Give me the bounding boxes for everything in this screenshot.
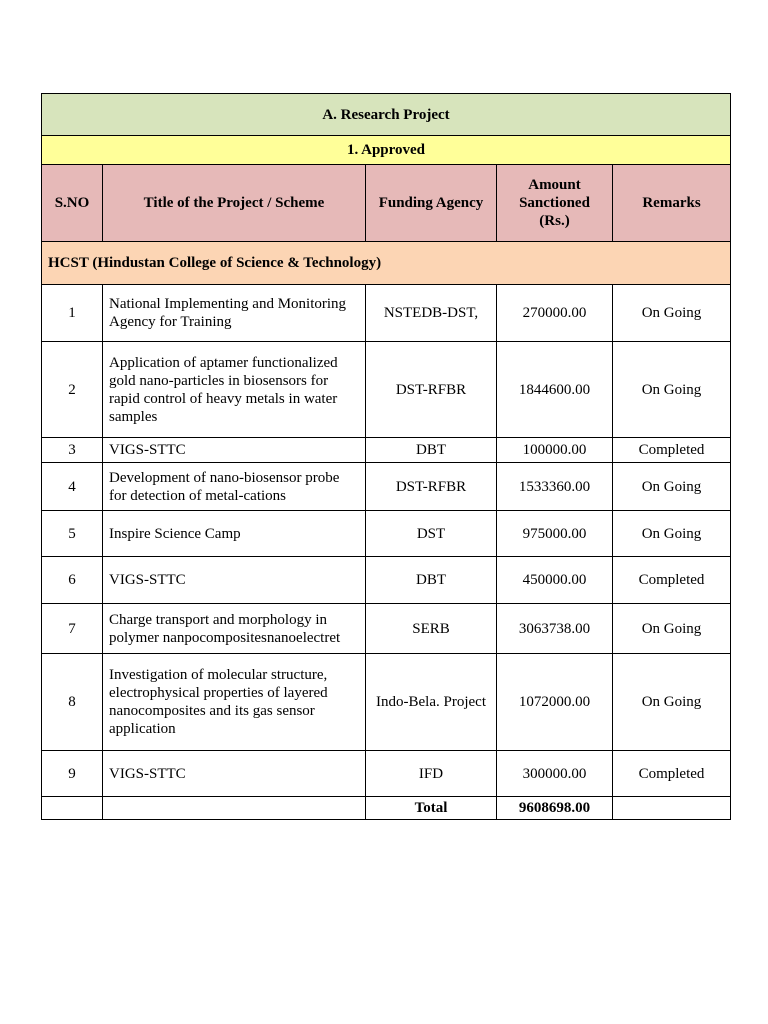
row-remarks: On Going bbox=[613, 511, 731, 557]
row-title: Inspire Science Camp bbox=[103, 511, 366, 557]
table-row bbox=[42, 342, 731, 438]
row-title: Charge transport and morphology in polymer nanpocompositesnanoelectret bbox=[103, 604, 366, 654]
table-subtitle: 1. Approved bbox=[42, 136, 731, 165]
title-row bbox=[42, 94, 731, 136]
table-row bbox=[42, 751, 731, 797]
header-row bbox=[42, 165, 731, 242]
row-sno: 2 bbox=[42, 342, 103, 438]
row-title: National Implementing and Monitoring Agency for Training bbox=[103, 285, 366, 342]
row-remarks: Completed bbox=[613, 751, 731, 797]
row-agency: Indo-Bela. Project bbox=[366, 654, 497, 751]
column-header-remarks: Remarks bbox=[613, 165, 731, 242]
row-sno: 8 bbox=[42, 654, 103, 751]
row-amount: 270000.00 bbox=[497, 285, 613, 342]
total-empty-sno bbox=[42, 797, 103, 820]
table-row bbox=[42, 654, 731, 751]
row-title: Development of nano-biosensor probe for detection of metal-cations bbox=[103, 463, 366, 511]
column-header-title: Title of the Project / Scheme bbox=[103, 165, 366, 242]
column-header-sno: S.NO bbox=[42, 165, 103, 242]
row-title: VIGS-STTC bbox=[103, 557, 366, 604]
row-agency: DST-RFBR bbox=[366, 342, 497, 438]
total-amount: 9608698.00 bbox=[497, 797, 613, 820]
row-remarks: Completed bbox=[613, 557, 731, 604]
table-row bbox=[42, 463, 731, 511]
row-agency: IFD bbox=[366, 751, 497, 797]
row-agency: NSTEDB-DST, bbox=[366, 285, 497, 342]
group-row bbox=[42, 242, 731, 285]
table-body bbox=[42, 94, 731, 820]
row-sno: 4 bbox=[42, 463, 103, 511]
table-title: A. Research Project bbox=[42, 94, 731, 136]
row-amount: 1844600.00 bbox=[497, 342, 613, 438]
row-agency: DST-RFBR bbox=[366, 463, 497, 511]
row-sno: 9 bbox=[42, 751, 103, 797]
row-amount: 1072000.00 bbox=[497, 654, 613, 751]
row-title: VIGS-STTC bbox=[103, 751, 366, 797]
row-amount: 1533360.00 bbox=[497, 463, 613, 511]
row-amount: 450000.00 bbox=[497, 557, 613, 604]
row-title: Investigation of molecular structure, electrophysical properties of layered nanocomposites and its gas sensor application bbox=[103, 654, 366, 751]
total-row bbox=[42, 797, 731, 820]
row-remarks: On Going bbox=[613, 604, 731, 654]
subtitle-row bbox=[42, 136, 731, 165]
group-label: HCST (Hindustan College of Science & Technology) bbox=[42, 242, 731, 285]
row-sno: 1 bbox=[42, 285, 103, 342]
row-amount: 3063738.00 bbox=[497, 604, 613, 654]
row-agency: SERB bbox=[366, 604, 497, 654]
row-remarks: On Going bbox=[613, 654, 731, 751]
row-sno: 3 bbox=[42, 438, 103, 463]
row-title: VIGS-STTC bbox=[103, 438, 366, 463]
table-row bbox=[42, 438, 731, 463]
row-amount: 300000.00 bbox=[497, 751, 613, 797]
row-remarks: On Going bbox=[613, 285, 731, 342]
row-title: Application of aptamer functionalized gold nano-particles in biosensors for rapid control of heavy metals in water samples bbox=[103, 342, 366, 438]
table-row bbox=[42, 511, 731, 557]
row-sno: 7 bbox=[42, 604, 103, 654]
row-amount: 975000.00 bbox=[497, 511, 613, 557]
row-agency: DBT bbox=[366, 557, 497, 604]
research-project-table bbox=[41, 93, 731, 820]
row-sno: 6 bbox=[42, 557, 103, 604]
row-sno: 5 bbox=[42, 511, 103, 557]
total-empty-title bbox=[103, 797, 366, 820]
column-header-amount: Amount Sanctioned (Rs.) bbox=[497, 165, 613, 242]
row-agency: DBT bbox=[366, 438, 497, 463]
total-empty-remarks bbox=[613, 797, 731, 820]
row-agency: DST bbox=[366, 511, 497, 557]
row-remarks: On Going bbox=[613, 463, 731, 511]
row-remarks: On Going bbox=[613, 342, 731, 438]
table-row bbox=[42, 557, 731, 604]
row-amount: 100000.00 bbox=[497, 438, 613, 463]
total-label: Total bbox=[366, 797, 497, 820]
table-row bbox=[42, 604, 731, 654]
column-header-agency: Funding Agency bbox=[366, 165, 497, 242]
row-remarks: Completed bbox=[613, 438, 731, 463]
table-row bbox=[42, 285, 731, 342]
